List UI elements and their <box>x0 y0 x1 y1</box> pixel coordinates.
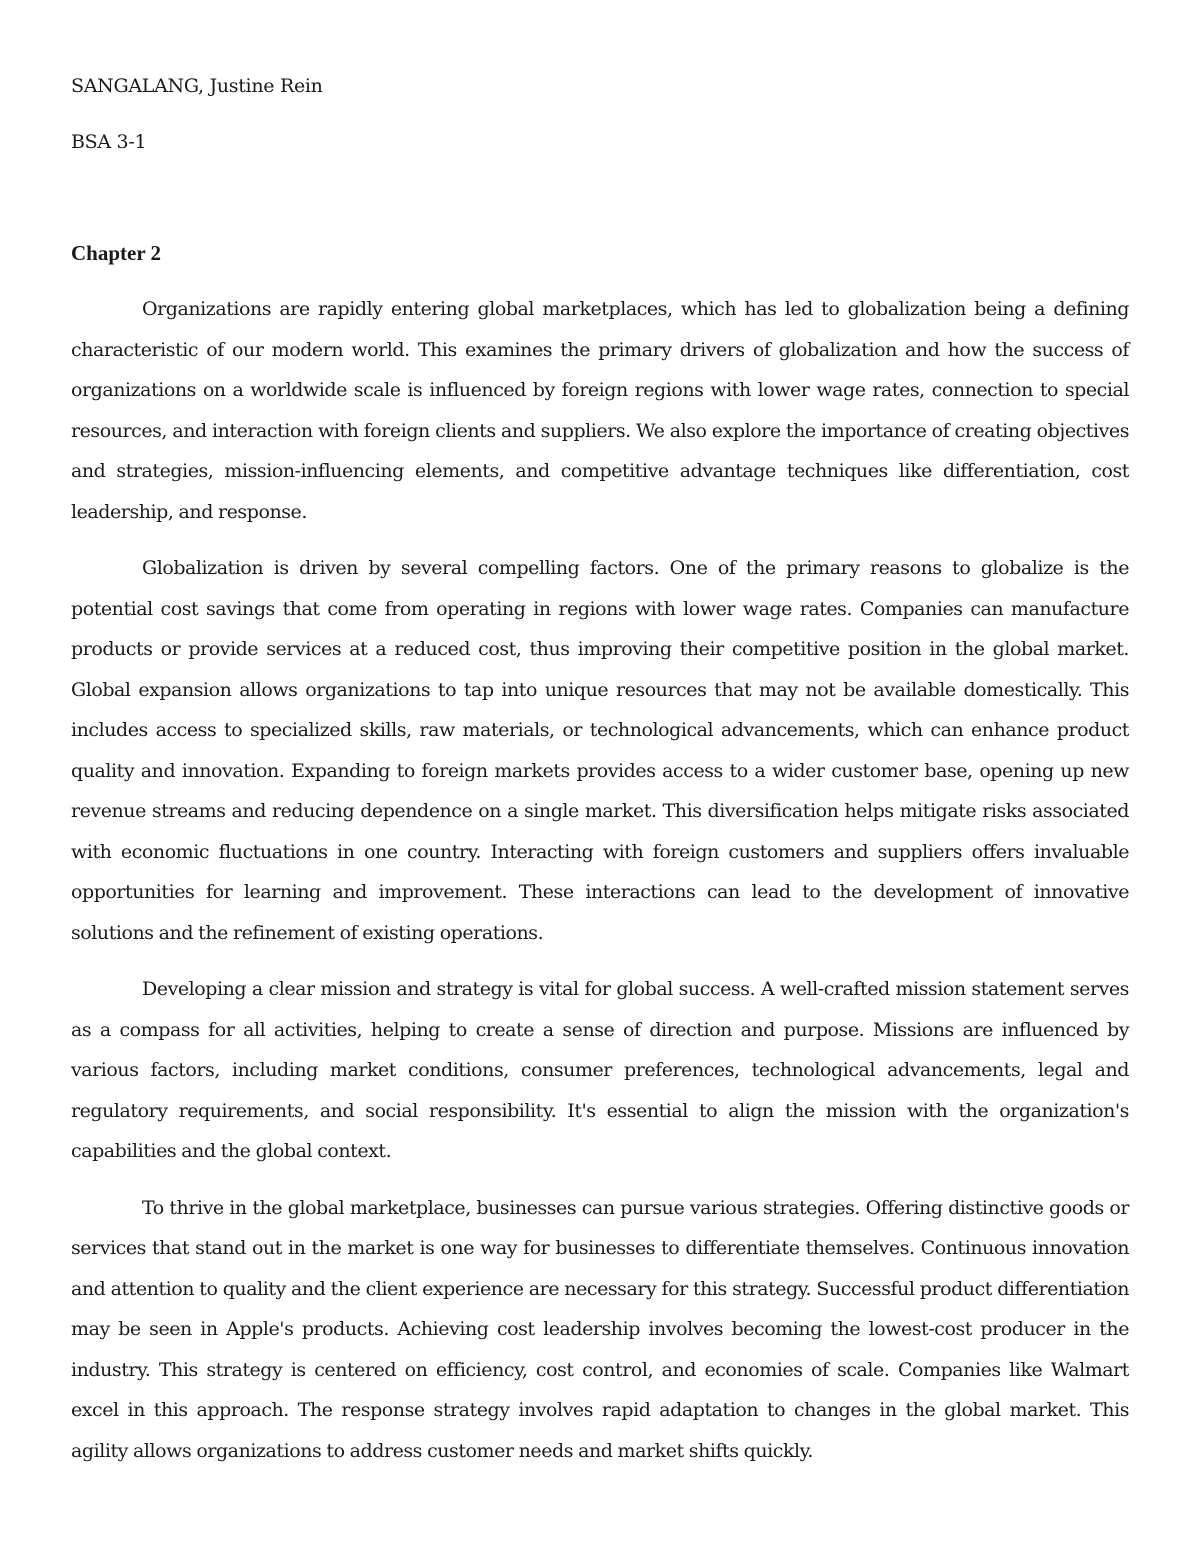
document-page <box>71 68 1129 1487</box>
paragraph-intro: Organizations are rapidly entering global marketplaces, which has led to globalization being a defining characteristic of our modern world. This examines the primary drivers of globalization and how the success of organizations on a worldwide scale is influenced by foreign regions with lower wage rates, connection to special resources, and interaction with foreign clients and suppliers. We also explore the importance of creating objectives and strategies, mission-influencing elements, and competitive advantage techniques like differentiation, cost leadership, and response. <box>71 298 1129 523</box>
author-name: SANGALANG, Justine Rein <box>71 75 323 97</box>
paragraph-drivers: Globalization is driven by several compelling factors. One of the primary reasons to globalize is the potential cost savings that come from operating in regions with lower wage rates. Companies can manufacture products or provide services at a reduced cost, thus improving their competitive position in the global market. Global expansion allows organizations to tap into unique resources that may not be available domestically. This includes access to specialized skills, raw materials, or technological advancements, which can enhance product quality and innovation. Expanding to foreign markets provides access to a wider customer base, opening up new revenue streams and reducing dependence on a single market. This diversification helps mitigate risks associated with economic fluctuations in one country. Interacting with foreign customers and suppliers offers invaluable opportunities for learning and improvement. These interactions can lead to the development of innovative solutions and the refinement of existing operations. <box>71 557 1129 944</box>
chapter-title: Chapter 2 <box>71 241 162 265</box>
class-section: BSA 3-1 <box>71 131 147 153</box>
paragraph-mission: Developing a clear mission and strategy is vital for global success. A well-crafted mission statement serves as a compass for all activities, helping to create a sense of direction and purpose. Missions are influenced by various factors, including market conditions, consumer preferences, technological advancements, legal and regulatory requirements, and social responsibility. It's essential to align the mission with the organization's capabilities and the global context. <box>71 978 1129 1162</box>
paragraph-strategies: To thrive in the global marketplace, businesses can pursue various strategies. Offering distinctive goods or services that stand out in the market is one way for businesses to differentiate themselves. Continuous innovation and attention to quality and the client experience are necessary for this strategy. Successful product differentiation may be seen in Apple's products. Achieving cost leadership involves becoming the lowest-cost producer in the industry. This strategy is centered on efficiency, cost control, and economies of scale. Companies like Walmart excel in this approach. The response strategy involves rapid adaptation to changes in the global market. This agility allows organizations to address customer needs and market shifts quickly. <box>71 1196 1129 1462</box>
